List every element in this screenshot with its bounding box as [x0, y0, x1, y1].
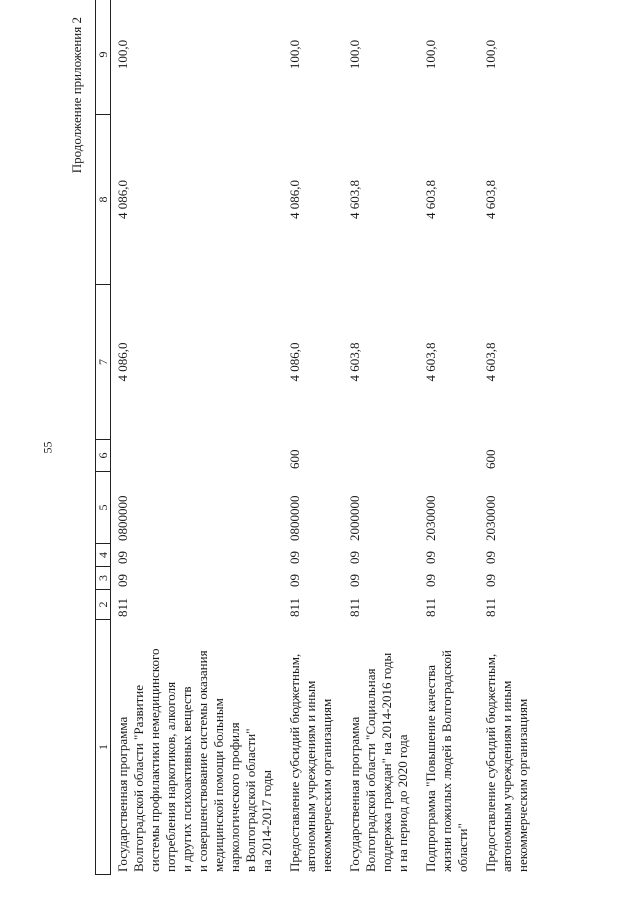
table-row [417, 0, 477, 875]
row-name: Предоставление субсидий бюджетным, автономным учреждениям и иным некоммерческим организациям [287, 653, 334, 872]
row-code-5: 2030000 [483, 495, 498, 541]
col-header-4: 4 [96, 544, 111, 567]
row-value-9: 100,0 [287, 39, 302, 70]
row-value-7: 4 086,0 [115, 342, 130, 382]
row-code-5: 0800000 [115, 495, 130, 541]
row-code-6: 600 [483, 449, 498, 469]
row-name: Государственная программа Волгоградской области "Развитие системы профилактики немедицинского потребления наркотиков, алкоголя и других психоактивных веществ и совершенствование системы оказания медицинской помощи больным наркологического профиля в Волгоградской области" на 2014-2017 годы [115, 648, 274, 872]
row-code-6 [111, 440, 282, 472]
col-header-1: 1 [96, 620, 111, 875]
col-header-8: 8 [96, 115, 111, 285]
row-code-5: 0800000 [287, 495, 302, 541]
row-code-3: 09 [287, 574, 302, 587]
row-value-9: 100,0 [423, 39, 438, 70]
col-header-9: 9 [96, 0, 111, 115]
row-value-7: 4 603,8 [483, 342, 498, 382]
row-code-6 [417, 440, 477, 472]
col-header-5: 5 [96, 472, 111, 544]
row-code-5: 2000000 [347, 495, 362, 541]
row-code-3: 09 [347, 574, 362, 587]
col-header-2: 2 [96, 590, 111, 620]
col-header-3: 3 [96, 567, 111, 590]
table-row [281, 0, 341, 875]
page-number: 55 [40, 441, 55, 454]
row-name: Государственная программа Волгоградской области "Социальная поддержка граждан" на 2014-2016 годы и на период до 2020 года [347, 652, 410, 872]
appendix-caption: Продолжение приложения 2 [69, 17, 84, 174]
row-value-9: 100,0 [115, 39, 130, 70]
row-code-4: 09 [287, 551, 302, 564]
table-row [111, 0, 282, 875]
row-value-8: 4 603,8 [423, 180, 438, 219]
row-code-4: 09 [347, 551, 362, 564]
row-code-5: 2030000 [423, 495, 438, 541]
row-code-2: 811 [347, 597, 362, 617]
col-header-7: 7 [96, 285, 111, 440]
row-code-4: 09 [423, 551, 438, 564]
row-code-3: 09 [423, 574, 438, 587]
table-row [341, 0, 417, 875]
row-name: Подпрограмма "Повышение качества жизни пожилых людей в Волгоградской области" [423, 650, 470, 872]
row-code-3: 09 [115, 574, 130, 587]
row-code-4: 09 [483, 551, 498, 564]
row-code-6 [341, 440, 417, 472]
table-row [477, 0, 537, 875]
row-value-8: 4 603,8 [347, 180, 362, 219]
row-value-7: 4 603,8 [347, 342, 362, 382]
row-value-8: 4 086,0 [287, 180, 302, 219]
row-value-9: 100,0 [483, 39, 498, 70]
table-header-row [96, 0, 111, 875]
budget-table [95, 0, 537, 875]
row-name: Предоставление субсидий бюджетным, автономным учреждениям и иным некоммерческим организациям [483, 653, 530, 872]
row-code-2: 811 [115, 597, 130, 617]
row-code-6: 600 [287, 449, 302, 469]
row-code-2: 811 [287, 597, 302, 617]
row-code-2: 811 [423, 597, 438, 617]
row-code-4: 09 [115, 551, 130, 564]
row-value-7: 4 603,8 [423, 342, 438, 382]
col-header-6: 6 [96, 440, 111, 472]
rotated-page-content [65, 0, 585, 875]
row-code-3: 09 [483, 574, 498, 587]
row-code-2: 811 [483, 597, 498, 617]
row-value-8: 4 086,0 [115, 180, 130, 219]
row-value-9: 100,0 [347, 39, 362, 70]
row-value-8: 4 603,8 [483, 180, 498, 219]
row-value-7: 4 086,0 [287, 342, 302, 382]
